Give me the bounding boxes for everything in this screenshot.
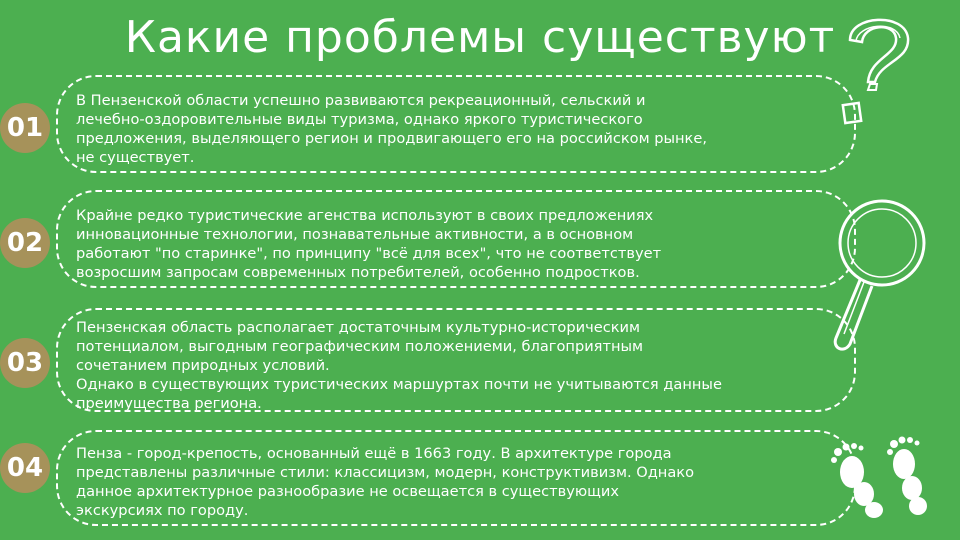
- footprints-icon: [826, 432, 936, 522]
- problem-card-3: [56, 308, 856, 412]
- question-mark-icon: [830, 10, 920, 130]
- problem-text-4: Пенза - город-крепость, основанный ещё в 1663 году. В архитектуре города представлены различные стили: классицизм, модерн, конструктивизм. Однако данное архитектурное разнообразие не освещается в существующих экскурсиях по городу.: [76, 445, 695, 519]
- problem-card-2: [56, 190, 856, 288]
- badge-number-3: 03: [0, 338, 50, 388]
- problem-text-1: В Пензенской области успешно развиваются рекреационный, сельский и лечебно-оздоровительные виды туризма, однако яркого туристического предложения, выделяющего регион и продвигающего его на российском рынке, не существует.: [76, 92, 707, 166]
- problem-card-4: [56, 430, 856, 526]
- problem-card-1: [56, 75, 856, 173]
- problem-text-3: Пензенская область располагает достаточным культурно-историческим потенциалом, выгодным географическим положениеми, благоприятным сочетанием природных условий. Однако в существующих туристических маршуртах почти не учитываются данные преимущества региона.: [76, 319, 722, 412]
- badge-number-1: 01: [0, 103, 50, 153]
- problem-text-2: Крайне редко туристические агенства используют в своих предложениях инновационные технологии, познавательные активности, а в основном работают "по старинке", по принципу "всё для всех", что не соответствует возросшим запросам современных потребителей, особенно подростков.: [76, 207, 662, 281]
- magnifying-glass-icon: [822, 188, 932, 358]
- badge-number-4: 04: [0, 443, 50, 493]
- badge-number-2: 02: [0, 218, 50, 268]
- page-title: Какие проблемы существуют: [124, 12, 836, 63]
